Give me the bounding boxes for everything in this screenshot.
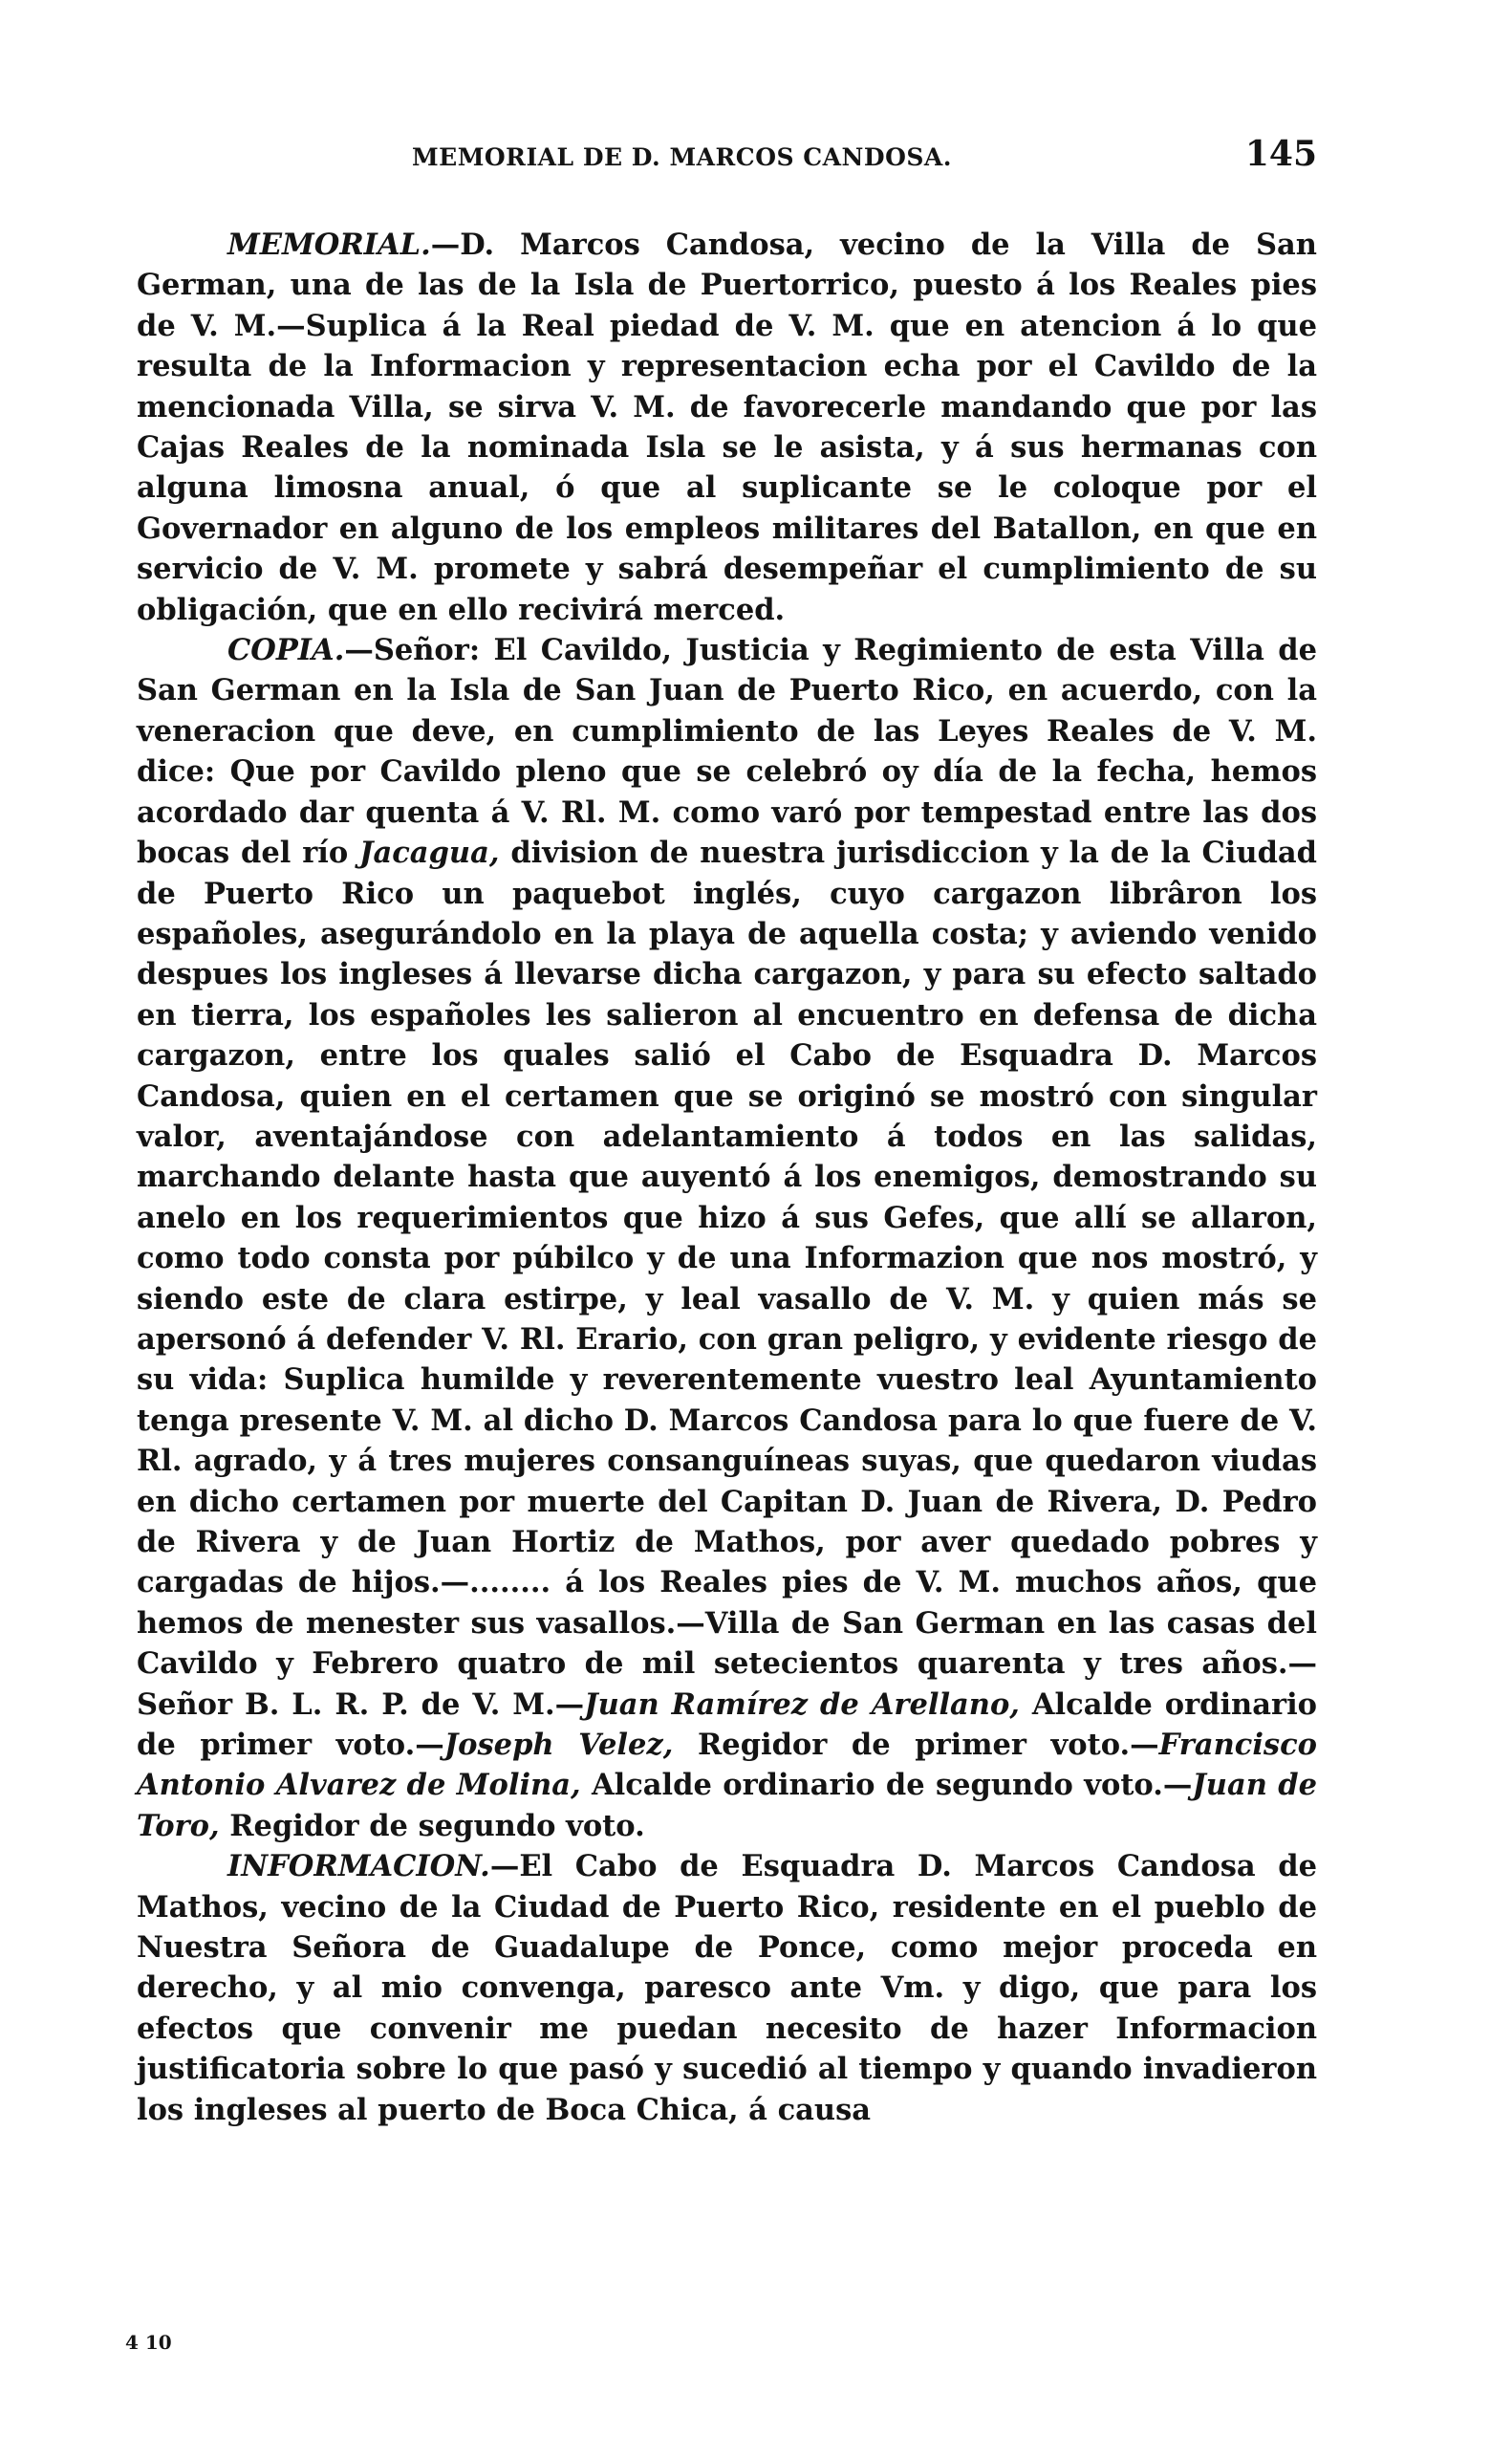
italic-text-run: Joseph Velez, [443,1728,674,1763]
memorial-paragraph [137,225,1317,630]
italic-text-run: COPIA. [227,633,345,668]
page-header [137,134,1317,182]
copia-paragraph [137,630,1317,1846]
text-run: —Señor: El Cavildo, Justicia y Regimiento de esta Villa de San German en la Isla de San Juan de Puerto Rico, en acuerdo, con la veneracion que deve, en cumplimiento de las Leyes Reales de V. M. dice: Que por Cavildo pleno que se celebró oy día de la fecha, hemos acordado dar quenta á V. Rl. M. como varó por tempestad entre las dos bocas del río [137,633,1317,871]
italic-text-run: Jacagua, [359,836,500,871]
italic-text-run: INFORMACION. [227,1849,490,1884]
italic-text-run: MEMORIAL. [227,228,431,262]
italic-text-run: Juan de Toro, [137,1768,1317,1843]
text-run: —D. Marcos Candosa, vecino de la Villa de San German, una de las de la Isla de Puertorrico, puesto á los Reales pies de V. M.—Suplica á la Real piedad de V. M. que en atencion á lo que resulta de la Informacion y representacion echa por el Cavildo de la mencionada Villa, se sirva V. M. de favorecerle mandando que por las Cajas Reales de la nominada Isla se le asista, y á sus hermanas con alguna limosna anual, ó que al suplicante se le coloque por el Governador en alguno de los empleos militares del Batallon, en que en servicio de V. M. promete y sabrá desempeñar el cumplimiento de su obligación, que en ello recivirá merced. [137,228,1317,627]
italic-text-run: Francisco Antonio Alvarez de Molina, [137,1728,1318,1803]
text-run: division de nuestra jurisdiccion y la de la Ciudad de Puerto Rico un paquebot inglés, cuyo cargazon librâron los españoles, asegurándolo en la playa de aquella costa; y aviendo venido despues los ingleses á llevarse dicha cargazon, y para su efecto saltado en tierra, los españoles les salieron al encuentro en defensa de dicha cargazon, entre los quales salió el Cabo de Esquadra D. Marcos Candosa, quien en el certamen que se originó se mostró con singular valor, aventajándose con adelantamiento á todos en las salidas, marchando delante hasta que auyentó á los enemigos, demostrando su anelo en los requerimientos que hizo á sus Gefes, que allí se allaron, como todo consta por púbilco y de una Informazion que nos mostró, y siendo este de clara estirpe, y leal vasallo de V. M. y quien más se apersonó á defender V. Rl. Erario, con gran peligro, y evidente riesgo de su vida: Suplica humilde y reverentemente vuestro leal Ayuntamiento tenga presente V. M. al dicho D. Marcos Candosa para lo que fuere de V. Rl. agrado, y á tres mujeres consanguíneas suyas, que quedaron viudas en dicho certamen por muerte del Capitan D. Juan de Rivera, D. Pedro de Rivera y de Juan Hortiz de Mathos, por aver quedado pobres y cargadas de hijos.—........ á los Reales pies de V. M. muchos años, que hemos de menester sus vasallos.—Villa de San German en las casas del Cavildo y Febrero quatro de mil setecientos quarenta y tres años.—Señor B. L. R. P. de V. M.— [137,836,1317,1722]
informacion-paragraph [137,1846,1317,2130]
italic-text-run: Juan Ramírez de Arellano, [584,1686,1020,1722]
running-title: MEMORIAL DE D. MARCOS CANDOSA. [412,143,952,171]
text-run: Regidor de primer voto.— [673,1728,1159,1763]
text-run: —El Cabo de Esquadra D. Marcos Candosa de Mathos, vecino de la Ciudad de Puerto Rico, residente en el pueblo de Nuestra Señora de Guadalupe de Ponce, como mejor proceda en derecho, y al mio convenga, paresco ante Vm. y digo, que para los efectos que convenir me puedan necesito de hazer Informacion justificatoria sobre lo que pasó y sucedió al tiempo y quando invadieron los ingleses al puerto de Boca Chica, á causa [137,1849,1317,2127]
text-run: Alcalde ordinario de segundo voto.— [580,1768,1193,1803]
page-number: 145 [1244,134,1317,174]
body-text [137,225,1317,2130]
text-run: Regidor de segundo voto. [219,1808,645,1843]
signature-mark: 4 10 [125,2331,172,2354]
text-run: Alcalde ordinario de primer voto.— [137,1686,1317,1763]
